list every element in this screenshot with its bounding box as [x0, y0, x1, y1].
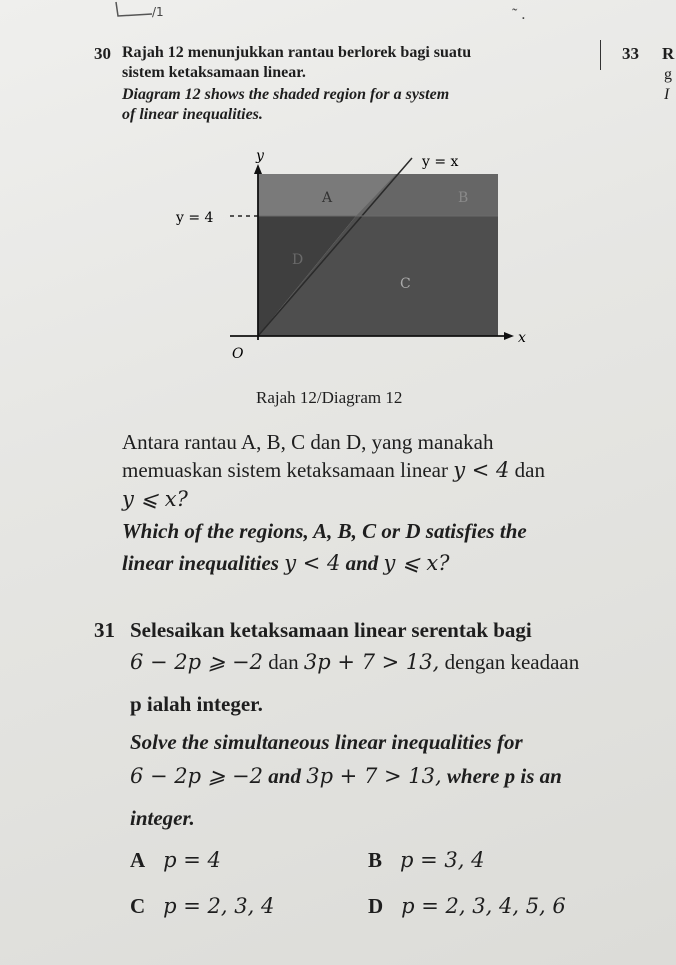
- option-b-letter: B: [368, 848, 383, 872]
- option-a-text: p = 4: [163, 848, 221, 872]
- next-question-char2: I: [664, 86, 670, 103]
- x-axis-label: x: [518, 330, 526, 346]
- q30-en-line1: Diagram 12 shows the shaded region for a system: [122, 86, 450, 103]
- q31-ms-inequality-1: 6 − 2p ⩾ −2: [130, 650, 264, 674]
- top-mark: ˜ .: [512, 6, 526, 23]
- q31-en-line2: [130, 764, 562, 789]
- q31-en-line3: integer.: [130, 806, 195, 830]
- q30-ms-inequality-2: y ⩽ x?: [122, 487, 188, 511]
- q30-ms-inequality-1: y < 4: [453, 458, 510, 482]
- q31-ms-line2-mid: dan: [268, 650, 299, 674]
- option-c[interactable]: [130, 894, 274, 919]
- top-scribble: [112, 0, 172, 22]
- q31-en-line2-post: where p is an: [446, 764, 562, 788]
- next-question-number: 33: [622, 44, 639, 63]
- q30-en-line2: of linear inequalities.: [122, 106, 263, 123]
- option-a-letter: A: [130, 848, 146, 872]
- next-question-char: g: [664, 66, 672, 83]
- option-b[interactable]: [368, 848, 484, 873]
- right-margin-line: [600, 40, 601, 70]
- q30-en-line2-mid: and: [345, 551, 379, 575]
- q31-ms-line1: Selesaikan ketaksamaan linear serentak bagi: [130, 618, 532, 642]
- y-axis-label: y: [256, 148, 264, 164]
- q31-en-inequality-2: 3p + 7 > 13,: [306, 764, 442, 788]
- line-y-4-label: y = 4: [176, 210, 214, 226]
- q30-en-question-line1: Which of the regions, A, B, C or D satisfies the: [122, 519, 527, 543]
- line-y-equals-x-label: y = x: [422, 154, 459, 170]
- q30-en-line2-pre: linear inequalities: [122, 551, 279, 575]
- q30-ms-question-line1: Antara rantau A, B, C dan D, yang manakah: [122, 430, 494, 454]
- option-c-text: p = 2, 3, 4: [163, 894, 275, 918]
- q31-ms-line3: p ialah integer.: [130, 692, 263, 716]
- region-c-label: C: [400, 276, 411, 292]
- q31-en-inequality-1: 6 − 2p ⩾ −2: [130, 764, 264, 788]
- option-d-text: p = 2, 3, 4, 5, 6: [401, 894, 566, 918]
- x-axis-arrow: [504, 332, 514, 340]
- option-d[interactable]: [368, 894, 566, 919]
- q30-ms-line2-post: dan: [514, 458, 545, 482]
- question-31-number: 31: [94, 618, 115, 642]
- origin-label: O: [232, 346, 244, 362]
- svg-text:/1: /1: [152, 5, 164, 19]
- q30-en-question-line2: [122, 551, 449, 576]
- question-30-number: 30: [94, 44, 111, 63]
- q30-ms-question-line2: [122, 458, 545, 483]
- region-d-label: D: [292, 252, 304, 268]
- option-b-text: p = 3, 4: [400, 848, 485, 872]
- q31-ms-line2-post: dengan keadaan: [444, 650, 580, 674]
- q31-en-line2-mid: and: [268, 764, 301, 788]
- next-question-letter: R: [662, 44, 675, 63]
- region-a-label: A: [322, 190, 333, 206]
- option-d-letter: D: [368, 894, 384, 918]
- region-b-label: B: [458, 190, 469, 206]
- y-axis-arrow: [254, 164, 262, 174]
- q31-en-line1: Solve the simultaneous linear inequalities for: [130, 730, 523, 754]
- option-a[interactable]: [130, 848, 221, 873]
- q30-ms-line1: Rajah 12 menunjukkan rantau berlorek bagi suatu: [122, 44, 472, 61]
- q30-ms-line2-pre: memuaskan sistem ketaksamaan linear: [122, 458, 448, 482]
- diagram-caption: Rajah 12/Diagram 12: [256, 388, 403, 407]
- option-c-letter: C: [130, 894, 146, 918]
- q30-en-inequality-2: y ⩽ x?: [383, 551, 450, 575]
- q30-ms-line2: sistem ketaksamaan linear.: [122, 64, 306, 81]
- q31-ms-inequality-2: 3p + 7 > 13,: [303, 650, 440, 674]
- q31-ms-line2: [130, 650, 579, 675]
- diagram-12: [170, 140, 540, 370]
- q30-en-inequality-1: y < 4: [284, 551, 341, 575]
